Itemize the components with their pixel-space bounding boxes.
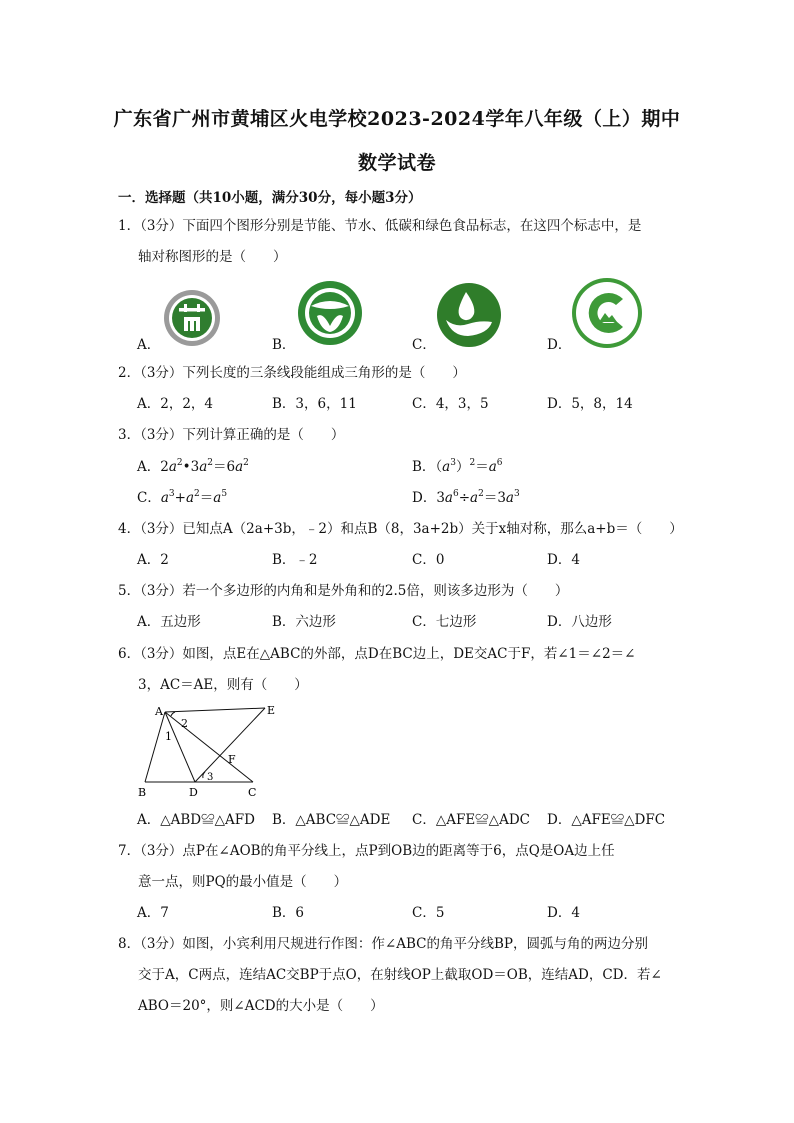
q3-option-a-text: A．$2a^2•3a^2=6a^2$ (137, 457, 249, 475)
q7-option-d[interactable]: D．4 (547, 905, 580, 921)
q1-option-a[interactable]: A． (137, 337, 161, 353)
q4-option-b[interactable]: B．﹣2 (272, 552, 318, 568)
q3-stem: 3．（3分）下列计算正确的是（ ） (118, 427, 345, 443)
q7-stem-line2: 意一点，则PQ的最小值是（ ） (138, 874, 348, 890)
label-angle-3: 3 (207, 772, 214, 783)
q2-option-b[interactable]: B．3，6，11 (272, 396, 357, 412)
q3-option-d-text: D．$3a^6\div a^2=3a^3$ (412, 488, 520, 506)
green-food-logo-icon (571, 277, 643, 349)
exam-title-line1: 广东省广州市黄埔区火电学校2023-2024学年八年级（上）期中 (113, 108, 681, 130)
label-b: B (138, 786, 147, 799)
q2-stem: 2．（3分）下列长度的三条线段能组成三角形的是（ ） (118, 365, 466, 381)
exam-title-line2: 数学试卷 (357, 152, 436, 174)
q2-option-a[interactable]: A．2，2，4 (137, 396, 214, 412)
q6-stem-line2: 3，AC＝AE，则有（ ） (138, 677, 308, 693)
q1-option-b[interactable]: B． (272, 337, 296, 353)
label-angle-2: 2 (181, 717, 188, 730)
q5-stem: 5．（3分）若一个多边形的内角和是外角和的2.5倍，则该多边形为（ ） (118, 583, 569, 599)
energy-saving-logo-icon (162, 288, 222, 348)
q8-stem-line2: 交于A，C两点，连结AC交BP于点O，在射线OP上截取OD＝OB，连结AD，CD．若∠ (138, 967, 662, 983)
q3-option-c-text: C．$a^3+a^2=a^5$ (137, 488, 228, 506)
q7-option-a[interactable]: A．7 (137, 905, 169, 921)
q8-stem-line1: 8．（3分）如图，小宾利用尺规进行作图：作∠ABC的角平分线BP，圆弧与角的两边分别 (118, 936, 648, 952)
label-a: A (155, 705, 163, 718)
label-f: F (228, 753, 236, 766)
q7-stem-line1: 7．（3分）点P在∠AOB的角平分线上，点P到OB边的距离等于6，点Q是OA边上任 (118, 843, 615, 859)
q5-option-b[interactable]: B．六边形 (272, 614, 336, 630)
water-saving-logo-icon (297, 280, 363, 346)
q5-option-d[interactable]: D．八边形 (547, 614, 612, 630)
q6-option-b[interactable]: B．△ABC≌△ADE (272, 812, 391, 828)
q6-triangle-figure (135, 700, 285, 800)
q6-option-a[interactable]: A．△ABD≌△AFD (137, 812, 255, 828)
q2-option-c[interactable]: C．4，3，5 (412, 396, 489, 412)
q1-stem-line1: 1．（3分）下面四个图形分别是节能、节水、低碳和绿色食品标志，在这四个标志中，是 (118, 218, 642, 234)
label-e: E (267, 704, 276, 717)
q4-option-c[interactable]: C．0 (412, 552, 445, 568)
q7-option-b[interactable]: B．6 (272, 905, 305, 921)
q3-option-b-text: B．$(a^3)^2=a^6$ (412, 457, 503, 475)
q5-option-c[interactable]: C．七边形 (412, 614, 477, 630)
q3-option-b[interactable] (412, 457, 503, 477)
low-carbon-logo-icon (436, 282, 502, 348)
q1-stem-line2: 轴对称图形的是（ ） (138, 249, 287, 265)
q2-option-d[interactable]: D．5，8，14 (547, 396, 633, 412)
q3-option-c[interactable] (137, 488, 227, 508)
q4-option-d[interactable]: D．4 (547, 552, 580, 568)
q5-option-a[interactable]: A．五边形 (137, 614, 201, 630)
q6-option-d[interactable]: D．△AFE≌△DFC (547, 812, 666, 828)
q1-option-d[interactable]: D． (547, 337, 572, 353)
q1-option-c[interactable]: C． (412, 337, 436, 353)
q7-option-c[interactable]: C．5 (412, 905, 445, 921)
label-c: C (248, 786, 257, 799)
q6-stem-line1: 6．（3分）如图，点E在△ABC的外部，点D在BC边上，DE交AC于F，若∠1＝∠2＝∠ (118, 646, 636, 662)
q4-stem: 4．（3分）已知点A（2a+3b，﹣2）和点B（8，3a+2b）关于x轴对称，那么a+b＝（ ） (118, 521, 683, 537)
q8-stem-line3: ABO＝20°，则∠ACD的大小是（ ） (138, 998, 384, 1014)
label-d: D (189, 786, 198, 799)
q3-option-a[interactable] (137, 457, 249, 477)
q4-option-a[interactable]: A．2 (137, 552, 169, 568)
section-heading: 一．选择题（共10小题，满分30分，每小题3分） (118, 190, 422, 206)
q6-option-c[interactable]: C．△AFE≌△ADC (412, 812, 530, 828)
label-angle-1: 1 (165, 730, 172, 743)
q3-option-d[interactable] (412, 488, 520, 508)
